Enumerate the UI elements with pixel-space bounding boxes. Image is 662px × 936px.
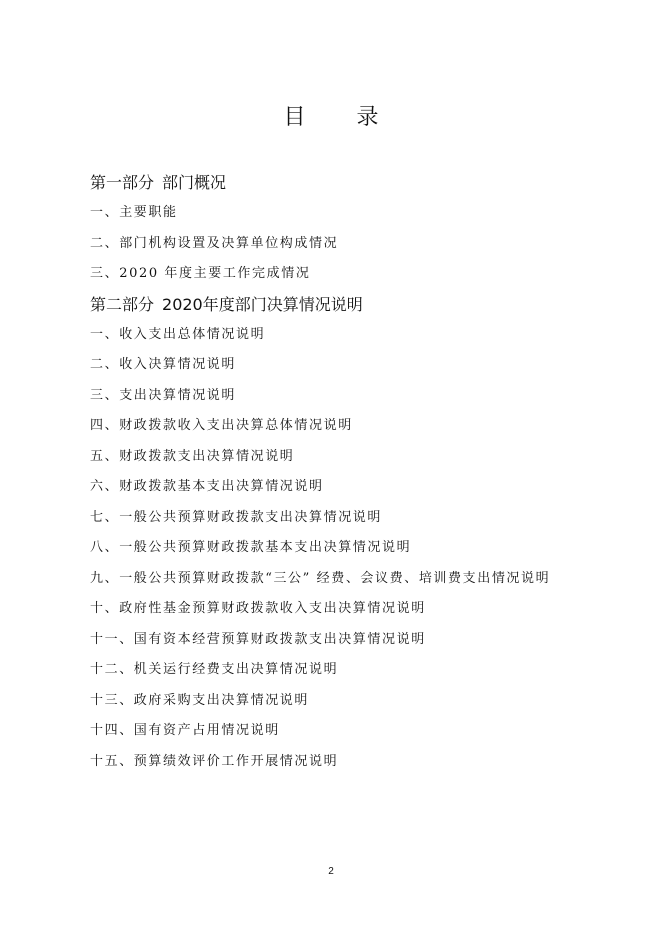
toc-item: 二、收入决算情况说明 <box>90 357 237 372</box>
part-title: 2020年度部门决算情况说明 <box>162 294 363 314</box>
toc-item: 八、一般公共预算财政拨款基本支出决算情况说明 <box>90 540 412 555</box>
part-title: 部门概况 <box>162 173 227 192</box>
toc-item: 七、一般公共预算财政拨款支出决算情况说明 <box>90 509 383 525</box>
toc-title: 目 录 <box>283 105 401 130</box>
toc-item: 十、政府性基金预算财政拨款收入支出决算情况说明 <box>90 601 426 616</box>
toc-item: 九、一般公共预算财政拨款“三公” 经费、会议费、培训费支出情况说明 <box>90 570 551 586</box>
page-number: 2 <box>328 866 334 877</box>
part-heading-1 <box>90 168 590 198</box>
toc-item: 十三、政府采购支出决算情况说明 <box>90 692 310 708</box>
part-heading-2 <box>90 290 590 320</box>
part-label: 第二部分 <box>90 294 155 314</box>
toc-item: 二、部门机构设置及决算单位构成情况 <box>90 235 339 251</box>
table-of-contents <box>90 168 590 777</box>
part-label: 第一部分 <box>90 173 155 192</box>
toc-item: 十一、国有资本经营预算财政拨款支出决算情况说明 <box>90 631 426 647</box>
toc-item: 六、财政拨款基本支出决算情况说明 <box>90 479 324 494</box>
toc-item: 十四、国有资产占用情况说明 <box>90 723 280 738</box>
toc-item: 三、2020 年度主要工作完成情况 <box>90 266 311 281</box>
toc-item: 十二、机关运行经费支出决算情况说明 <box>90 662 339 677</box>
toc-item: 五、财政拨款支出决算情况说明 <box>90 448 295 464</box>
toc-item: 三、支出决算情况说明 <box>90 387 237 403</box>
toc-item: 一、收入支出总体情况说明 <box>90 326 266 342</box>
toc-item: 四、财政拨款收入支出决算总体情况说明 <box>90 418 353 433</box>
toc-item: 一、主要职能 <box>90 205 178 220</box>
toc-item: 十五、预算绩效评价工作开展情况说明 <box>90 753 339 769</box>
